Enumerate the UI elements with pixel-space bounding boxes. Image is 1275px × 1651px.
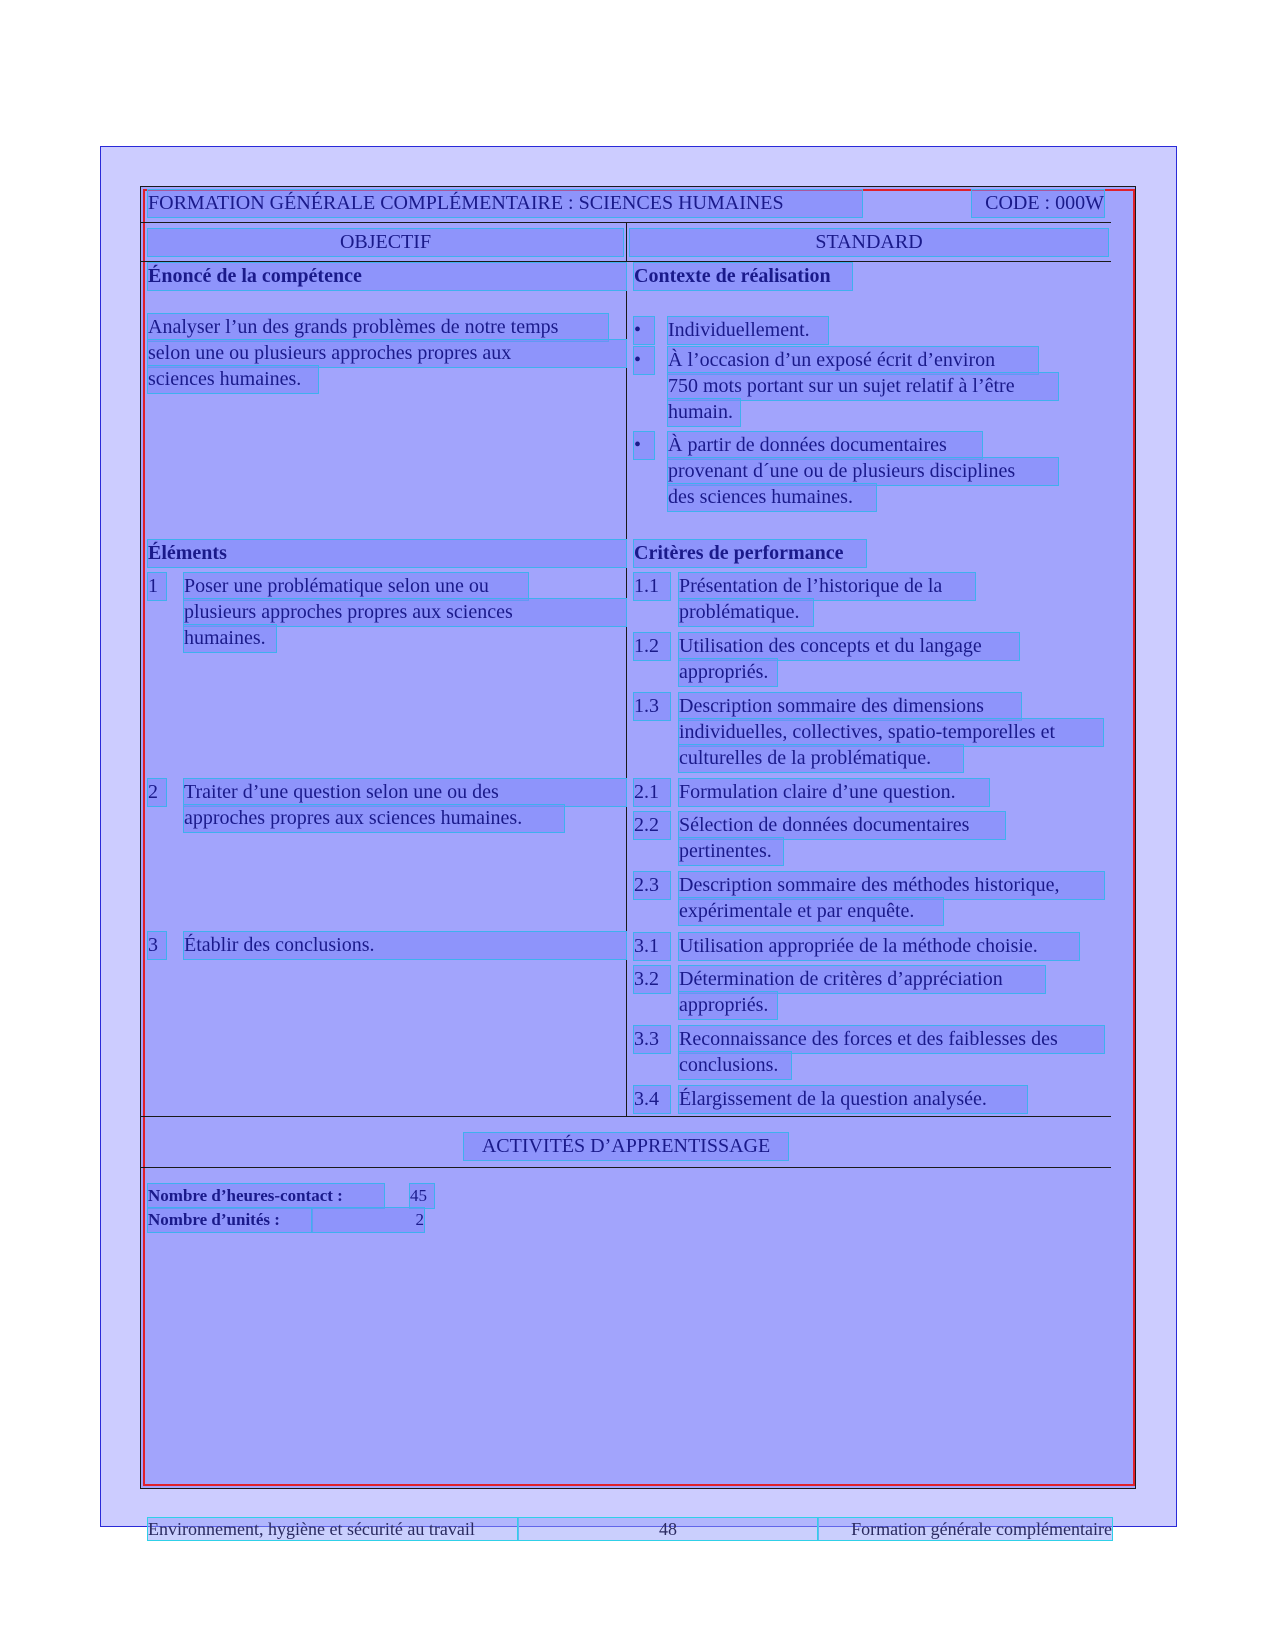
activities-heading-divider (141, 1167, 1111, 1168)
context-item-text: provenant d´une ou de plusieurs disciplines (668, 458, 1058, 485)
competency-statement-heading: Énoncé de la compétence (148, 263, 626, 290)
context-item-text: À partir de données documentaires (668, 432, 982, 459)
criterion-text: Présentation de l’historique de la (679, 573, 975, 600)
bullet: • (634, 432, 654, 459)
criterion-number: 3.1 (634, 933, 670, 960)
element-text: plusieurs approches propres aux sciences (184, 599, 626, 626)
context-item-text: 750 mots portant sur un sujet relatif à l’être (668, 373, 1058, 400)
standard-heading: STANDARD (630, 229, 1108, 256)
criterion-item (634, 693, 1104, 775)
criterion-text: appropriés. (679, 992, 777, 1019)
competency-statement-line: Analyser l’un des grands problèmes de notre temps (148, 314, 608, 341)
criterion-text: appropriés. (679, 659, 777, 686)
context-item-text: Individuellement. (668, 317, 828, 344)
elements-heading: Éléments (148, 540, 626, 567)
element-number: 1 (148, 573, 166, 600)
context-item (634, 432, 1074, 514)
context-item-text: À l’occasion d’un exposé écrit d’environ (668, 347, 1038, 374)
units-value: 2 (312, 1208, 424, 1232)
criterion-number: 1.1 (634, 573, 670, 600)
context-heading: Contexte de réalisation (634, 263, 852, 290)
criterion-item (634, 966, 1104, 1022)
element-text: Traiter d’une question selon une ou des (184, 779, 626, 806)
element-number: 3 (148, 932, 166, 959)
criterion-number: 2.3 (634, 872, 670, 899)
criterion-item (634, 1026, 1104, 1082)
criterion-item (634, 633, 1104, 689)
element-number: 2 (148, 779, 166, 806)
criterion-item (634, 779, 1104, 807)
criterion-text: culturelles de la problématique. (679, 745, 963, 772)
learning-activities-heading: ACTIVITÉS D’APPRENTISSAGE (464, 1133, 788, 1160)
criterion-text: Description sommaire des dimensions (679, 693, 1021, 720)
criteria-heading: Critères de performance (634, 540, 866, 567)
contact-hours-value: 45 (410, 1184, 434, 1208)
element-text: Poser une problématique selon une ou (184, 573, 528, 600)
course-code: CODE : 000W (972, 190, 1104, 217)
criterion-text: Utilisation des concepts et du langage (679, 633, 1019, 660)
criterion-text: Utilisation appropriée de la méthode choisie. (679, 933, 1079, 960)
criterion-item (634, 933, 1104, 961)
page-number: 48 (518, 1518, 818, 1540)
criterion-item (634, 573, 1104, 629)
criterion-text: conclusions. (679, 1052, 791, 1079)
criterion-text: Description sommaire des méthodes historique, (679, 872, 1104, 899)
units-label: Nombre d’unités : (148, 1208, 312, 1232)
criterion-text: pertinentes. (679, 838, 783, 865)
criterion-text: expérimentale et par enquête. (679, 898, 943, 925)
element-text: humaines. (184, 625, 276, 652)
criterion-number: 1.3 (634, 693, 670, 720)
criterion-item (634, 812, 1104, 868)
contact-hours-label: Nombre d’heures-contact : (148, 1184, 384, 1208)
competency-statement-line: selon une ou plusieurs approches propres aux (148, 340, 626, 367)
element-item (148, 779, 626, 835)
element-text: approches propres aux sciences humaines. (184, 805, 564, 832)
criterion-text: problématique. (679, 599, 813, 626)
objective-heading: OBJECTIF (148, 229, 623, 256)
criterion-text: Formulation claire d’une question. (679, 779, 989, 806)
element-text: Établir des conclusions. (184, 932, 626, 959)
activities-top-divider (141, 1116, 1111, 1117)
context-item (634, 317, 1054, 345)
sheet-title: FORMATION GÉNÉRALE COMPLÉMENTAIRE : SCIENCES HUMAINES (148, 190, 862, 217)
criterion-number: 2.1 (634, 779, 670, 806)
bullet: • (634, 317, 654, 344)
footer-left: Environnement, hygiène et sécurité au travail (148, 1518, 518, 1540)
footer-right: Formation générale complémentaire (818, 1518, 1112, 1540)
bullet: • (634, 347, 654, 374)
criterion-item (634, 1086, 1104, 1114)
criterion-text: Détermination de critères d’appréciation (679, 966, 1045, 993)
criterion-text: individuelles, collectives, spatio-temporelles et (679, 719, 1103, 746)
criterion-number: 3.3 (634, 1026, 670, 1053)
criterion-number: 3.4 (634, 1086, 670, 1113)
criterion-number: 3.2 (634, 966, 670, 993)
criterion-text: Élargissement de la question analysée. (679, 1086, 1027, 1113)
competency-statement-line: sciences humaines. (148, 366, 318, 393)
criterion-number: 2.2 (634, 812, 670, 839)
element-item (148, 573, 626, 655)
column-divider (626, 222, 627, 1116)
criterion-text: Sélection de données documentaires (679, 812, 1005, 839)
context-item (634, 347, 1074, 429)
element-item (148, 932, 626, 960)
context-item-text: des sciences humaines. (668, 484, 876, 511)
criterion-item (634, 872, 1104, 928)
criterion-number: 1.2 (634, 633, 670, 660)
context-item-text: humain. (668, 399, 740, 426)
criterion-text: Reconnaissance des forces et des faiblesses des (679, 1026, 1104, 1053)
